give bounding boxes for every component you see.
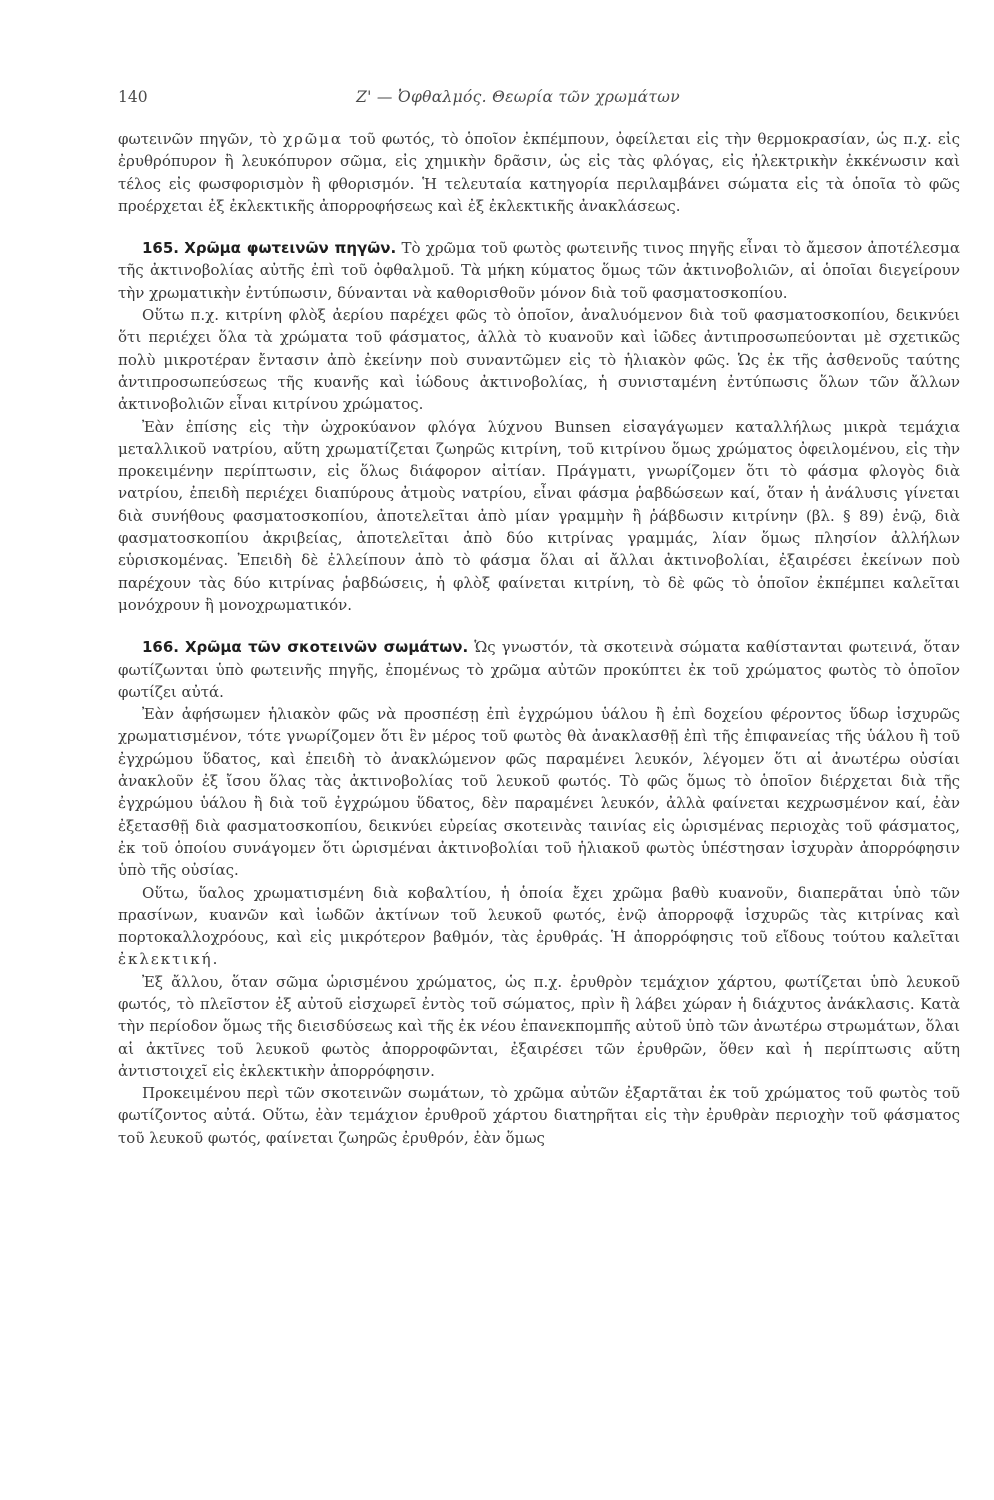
running-head (118, 88, 958, 110)
paragraph: Οὕτω π.χ. κιτρίνη φλὸξ ἀερίου παρέχει φῶς τὸ ὁποῖον, ἀναλυόμενον διὰ τοῦ φασματοσκοπίου, δεικνύει ὅτι περιέχει ὅλα τὰ χρώματα τοῦ φάσματος, ἀλλὰ τὸ κυανοῦν καὶ ἰῶδες ἀντιπροσωπεύονται μὲ σχετικῶς πολὺ μικροτέραν ἔντασιν ἀπὸ ἐκείνην ποὺ συναντῶμεν εἰς τὸ ἡλιακὸν φῶς. Ὡς ἐκ τῆς ἀσθενοῦς ταύτης ἀντιπροσωπεύσεως τῆς κυανῆς καὶ ἰώδους ἀκτινοβολίας, ἡ συνισταμένη ἐντύπωσις ὅλων τῶν ἄλλων ἀκτινοβολιῶν εἶναι κιτρίνου χρώματος. (118, 306, 960, 414)
section-166: 166. Χρῶμα τῶν σκοτεινῶν σωμάτων. Ὡς γνωστόν, τὰ σκοτεινὰ σώματα καθίστανται φωτεινά, ὅταν φωτίζωνται ὑπὸ φωτεινῆς πηγῆς, ἐπομένως τὸ χρῶμα αὐτῶν προκύπτει ἐκ τοῦ χρώματος φωτὸς τὸ ὁποῖον φωτίζει αὐτά. (118, 638, 960, 701)
running-title: Ζ' — Ὀφθαλμός. Θεωρία τῶν χρωμάτων (356, 88, 680, 106)
emphasized-term: χρῶμα (282, 130, 343, 148)
emphasized-term: ἐκλεκτική (118, 950, 213, 969)
section-heading: Χρῶμα τῶν σκοτεινῶν σωμάτων. (184, 638, 469, 657)
paragraph: Οὕτω, ὕαλος χρωματισμένη διὰ κοβαλτίου, ἡ ὁποία ἔχει χρῶμα βαθὺ κυανοῦν, διαπερᾶται ὑπὸ τῶν πρασίνων, κυανῶν καὶ ἰωδῶν ἀκτίνων τοῦ λευκοῦ φωτός, ἐνῷ ἀπορροφᾷ ἰσχυρῶς τὰς κιτρίνας καὶ πορτοκαλλοχρόους, καὶ εἰς μικρότερον βαθμόν, τὰς ἐρυθράς. Ἡ ἀπορρόφησις τοῦ εἴδους τούτου καλεῖται ἐκλεκτική. (118, 883, 960, 969)
body-text (118, 128, 960, 1149)
section-number: 165. (142, 239, 180, 258)
section-heading: Χρῶμα φωτεινῶν πηγῶν. (184, 239, 397, 258)
paragraph: Ἐξ ἄλλου, ὅταν σῶμα ὡρισμένου χρώματος, ὡς π.χ. ἐρυθρὸν τεμάχιον χάρτου, φωτίζεται ὑπὸ λευκοῦ φωτός, τὸ πλεῖστον ἐξ αὐτοῦ εἰσχωρεῖ ἐντὸς τοῦ σώματος, πρὶν ἢ λάβει χώραν ἡ διάχυτος ἀνάκλασις. Κατὰ τὴν περίοδον ὅμως τῆς διεισδύσεως καὶ τῆς ἐκ νέου ἐπανεκπομπῆς αὐτοῦ ὑπὸ τῶν ἀνωτέρω στρωμάτων, ὅλαι αἱ ἀκτῖνες τοῦ λευκοῦ φωτὸς ἀπορροφῶνται, ἐξαιρέσει τῶν ἐρυθρῶν, ὅθεν καὶ ἡ περίπτωσις αὕτη ἀντιστοιχεῖ εἰς ἐκλεκτικὴν ἀπορρόφησιν. (118, 972, 960, 1080)
page-number: 140 (118, 88, 148, 106)
paragraph: Ἐὰν ἀφήσωμεν ἡλιακὸν φῶς νὰ προσπέσῃ ἐπὶ ἐγχρώμου ὑάλου ἢ ἐπὶ δοχείου φέροντος ὕδωρ ἰσχυρῶς χρωματισμένον, τότε γνωρίζομεν ὅτι ἓν μέρος τοῦ φωτὸς θὰ ἀνακλασθῇ ἐπὶ τῆς ἐπιφανείας τῆς ὑάλου ἢ τοῦ ἐγχρώμου ὕδατος, καὶ ἐπειδὴ τὸ ἀνακλώμενον φῶς παραμένει λευκόν, λέγομεν ὅτι αἱ ἀνωτέρω οὐσίαι ἀνακλοῦν ἐξ ἴσου ὅλας τὰς ἀκτινοβολίας τοῦ λευκοῦ φωτός. Τὸ φῶς ὅμως τὸ ὁποῖον διέρχεται διὰ τῆς ἐγχρώμου ὑάλου ἢ διὰ τοῦ ἐγχρώμου ὕδατος, δὲν παραμένει λευκόν, ἀλλὰ φαίνεται κεχρωσμένον καί, ἐὰν ἐξετασθῇ διὰ φασματοσκοπίου, δεικνύει εὐρείας σκοτεινὰς ταινίας εἰς ὡρισμένας περιοχὰς τοῦ φάσματος, ἐκ τοῦ ὁποίου συνάγομεν ὅτι ὡρισμέναι ἀκτινοβολίαι τοῦ ἡλιακοῦ φωτὸς ὑπέστησαν ἰσχυρὰν ἀπορρόφησιν ὑπὸ τῆς οὐσίας. (118, 705, 960, 880)
section-number: 166. (142, 638, 180, 657)
paragraph: Προκειμένου περὶ τῶν σκοτεινῶν σωμάτων, τὸ χρῶμα αὐτῶν ἐξαρτᾶται ἐκ τοῦ χρώματος τοῦ φωτὸς τοῦ φωτίζοντος αὐτά. Οὕτω, ἐὰν τεμάχιον ἐρυθροῦ χάρτου διατηρῆται εἰς τὴν ἐρυθρὰν περιοχὴν τοῦ φάσματος τοῦ λευκοῦ φωτός, φαίνεται ζωηρῶς ἐρυθρόν, ἐὰν ὅμως (118, 1084, 960, 1147)
paragraph: Ἐὰν ἐπίσης εἰς τὴν ὠχροκύανον φλόγα λύχνου Bunsen εἰσαγάγωμεν καταλλήλως μικρὰ τεμάχια μεταλλικοῦ νατρίου, αὕτη χρωματίζεται ζωηρῶς κιτρίνη, τοῦ κιτρίνου ὅμως χρώματος ὀφειλομένου, εἰς τὴν προκειμένην περίπτωσιν, εἰς ὅλως διάφορον αἰτίαν. Πράγματι, γνωρίζομεν ὅτι τὸ φάσμα φλογὸς διὰ νατρίου, ἐπειδὴ περιέχει διαπύρους ἀτμοὺς νατρίου, εἶναι φάσμα ῥαβδώσεων καί, ὅταν ἡ ἀνάλυσις γίνεται διὰ συνήθους φασματοσκοπίου, ἀποτελεῖται ἀπὸ μίαν γραμμὴν ἢ ῥάβδωσιν κιτρίνην (βλ. § 89) ἐνῷ, διὰ φασματοσκοπίου ἀκριβείας, ἀποτελεῖται ἀπὸ δύο κιτρίνας γραμμάς, λίαν ὅμως πλησίον ἀλλήλων εὑρισκομένας. Ἐπειδὴ δὲ ἐλλείπουν ἀπὸ τὸ φάσμα ὅλαι αἱ ἄλλαι ἀκτινοβολίαι, ἐξαιρέσει ἐκείνων ποὺ παρέχουν τὰς δύο κιτρίνας ῥαβδώσεις, ἡ φλὸξ φαίνεται κιτρίνη, τὸ δὲ φῶς τὸ ὁποῖον ἐκπέμπει καλεῖται μονόχρουν ἢ μονοχρωματικόν. (118, 417, 960, 614)
paragraph-continuation: φωτεινῶν πηγῶν, τὸ χρῶμα τοῦ φωτός, τὸ ὁποῖον ἐκπέμπουν, ὀφείλεται εἰς τὴν θερμοκρασίαν, ὡς π.χ. εἰς ἐρυθρόπυρον ἢ λευκόπυρον σῶμα, εἰς χημικὴν δρᾶσιν, ὡς εἰς τὰς φλόγας, εἰς ἠλεκτρικὴν ἐκκένωσιν καὶ τέλος εἰς φωσφορισμὸν ἢ φθορισμόν. Ἡ τελευταία κατηγορία περιλαμβάνει σώματα εἰς τὰ ὁποῖα τὸ φῶς προέρχεται ἐξ ἐκλεκτικῆς ἀπορροφήσεως καὶ ἐξ ἐκλεκτικῆς ἀνακλάσεως. (118, 130, 960, 215)
section-165: 165. Χρῶμα φωτεινῶν πηγῶν. Τὸ χρῶμα τοῦ φωτὸς φωτεινῆς τινος πηγῆς εἶναι τὸ ἄμεσον ἀποτέλεσμα τῆς ἀκτινοβολίας αὐτῆς ἐπὶ τοῦ ὀφθαλμοῦ. Τὰ μήκη κύματος ὅμως τῶν ἀκτινοβολιῶν, αἱ ὁποῖαι διεγείρουν τὴν χρωματικὴν ἐντύπωσιν, δύνανται νὰ καθορισθοῦν μόνον διὰ τοῦ φασματοσκοπίου. (118, 239, 960, 302)
